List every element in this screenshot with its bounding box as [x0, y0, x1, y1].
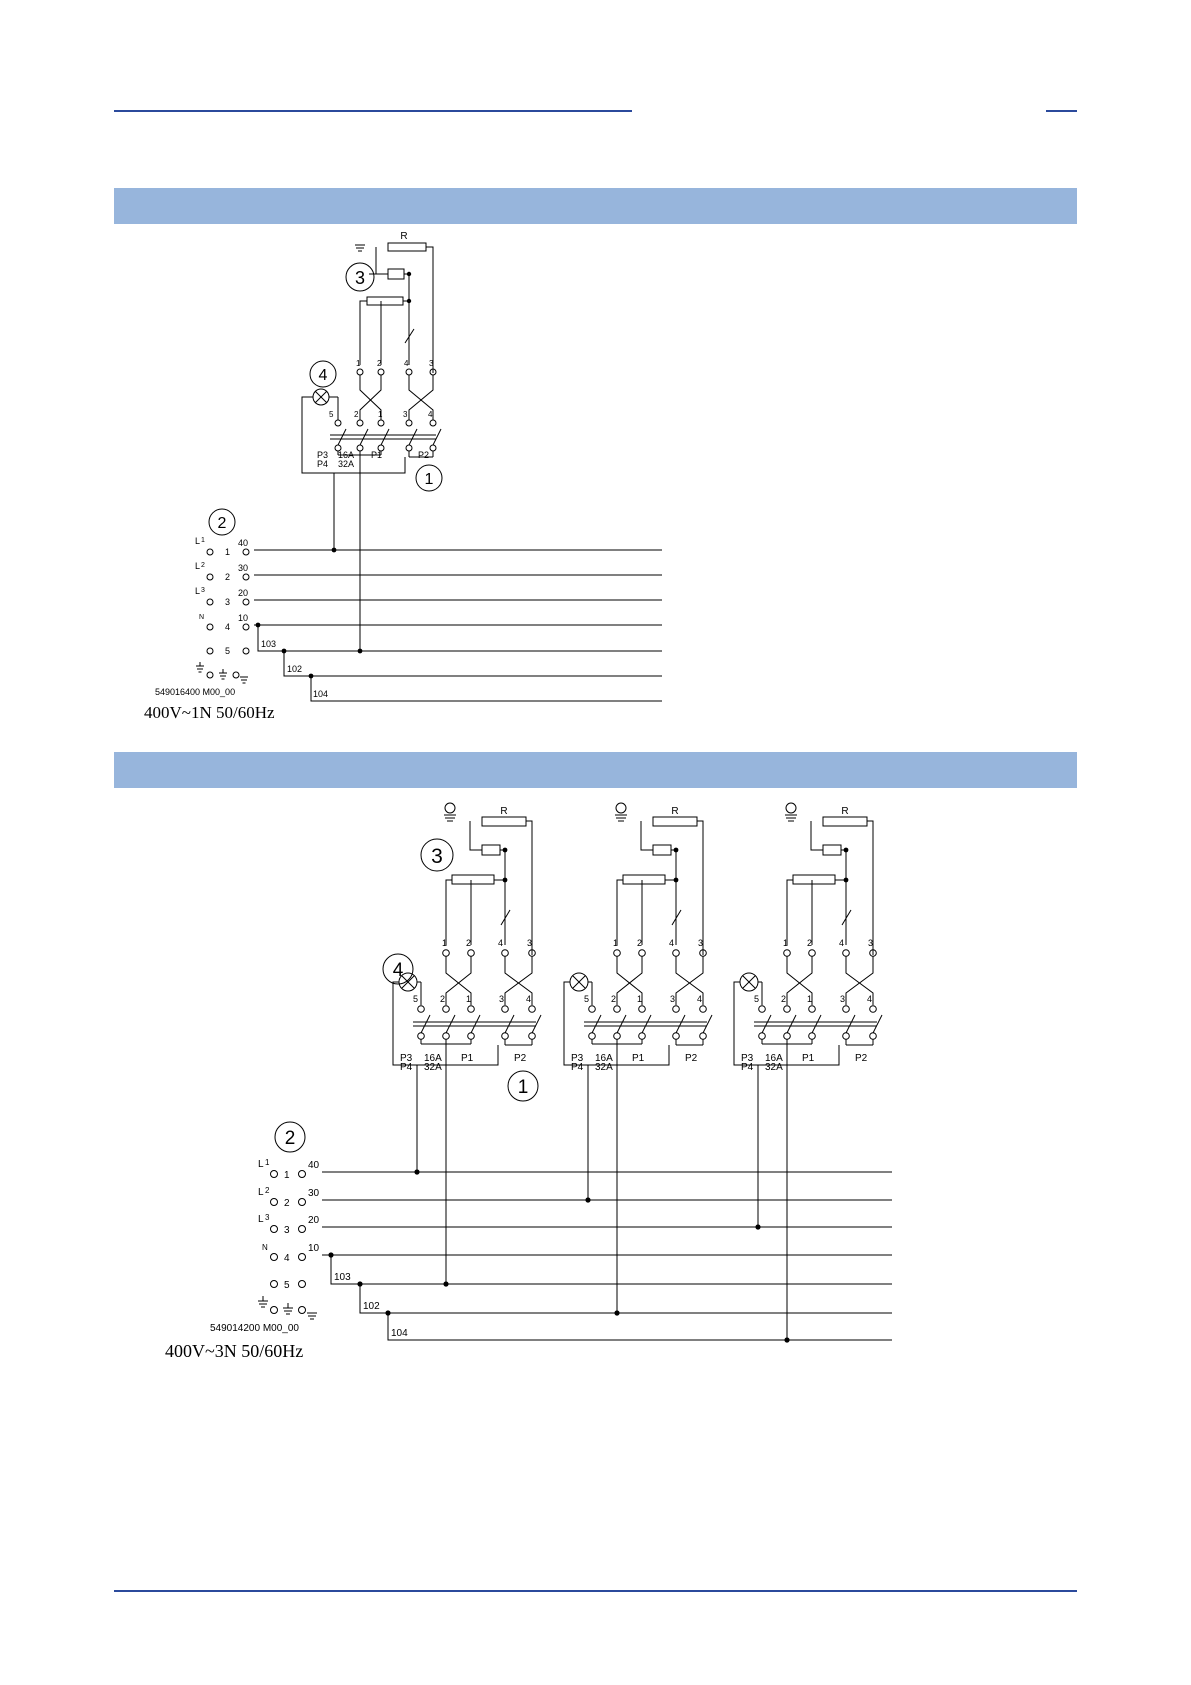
terminal-label: 1 [637, 994, 643, 1004]
marker-3-label: 3 [354, 268, 366, 288]
phase-label: L [195, 536, 201, 546]
position-label-p4: P4 [571, 1062, 584, 1073]
position-label-p1: P1 [802, 1053, 815, 1064]
section-bar-2 [114, 752, 1077, 788]
bus-lines [254, 550, 662, 701]
bridge-label: 104 [313, 689, 329, 699]
terminal-label: 4 [526, 994, 532, 1004]
terminal-number: 3 [284, 1225, 290, 1236]
position-label-p3: P3 [571, 1053, 584, 1064]
position-label-p1: P1 [461, 1053, 474, 1064]
phase-sub: 3 [201, 587, 205, 594]
part-code: 549014200 M00_00 [210, 1323, 299, 1334]
supply-rating: 400V~1N 50/60Hz [144, 703, 275, 722]
phase-sub: 2 [201, 562, 205, 569]
bridge-label: 103 [334, 1272, 351, 1283]
terminal-label: 2 [354, 410, 359, 419]
marker-2-label: 2 [284, 1128, 296, 1149]
position-label-16a: 16A [424, 1053, 442, 1064]
neutral-label: N [199, 614, 205, 621]
terminal-number: 4 [284, 1253, 290, 1264]
terminal-label: 3 [670, 994, 676, 1004]
position-label-p2: P2 [418, 450, 430, 460]
footer-rule [114, 1590, 1077, 1592]
position-label-p1: P1 [632, 1053, 645, 1064]
terminal-label: 4 [867, 994, 873, 1004]
terminal-label: 2 [440, 994, 446, 1004]
junction-dots [328, 1169, 789, 1342]
terminal-number: 1 [225, 547, 231, 557]
bridge-label: 103 [261, 639, 277, 649]
marker-4-label: 4 [392, 960, 404, 981]
wire-number: 30 [308, 1188, 320, 1199]
position-label-p2: P2 [855, 1053, 868, 1064]
earth-terminal-icon [258, 1296, 317, 1319]
earth-icon [355, 245, 365, 251]
terminal-label: 1 [356, 359, 361, 368]
terminal-label: 2 [807, 938, 813, 948]
header-rule-right [1046, 110, 1077, 112]
terminal-label: 3 [868, 938, 874, 948]
terminal-number: 3 [225, 597, 231, 607]
terminal-label: 1 [378, 410, 383, 419]
wire-number: 40 [238, 538, 249, 548]
terminal-number: 2 [284, 1198, 290, 1209]
resistor-label: R [400, 231, 408, 242]
wire-number: 30 [238, 563, 249, 573]
unit-feed-lines [417, 1044, 787, 1340]
terminal-number: 5 [225, 646, 231, 656]
switch-terminals [357, 369, 436, 420]
terminal-number: 5 [284, 1280, 290, 1291]
terminal-label: 1 [613, 938, 619, 948]
terminal-label: 2 [611, 994, 617, 1004]
resistor-label: R [671, 806, 679, 817]
position-label-p3: P3 [317, 450, 329, 460]
bridge-label: 102 [287, 664, 303, 674]
phase-sub: 3 [265, 1213, 270, 1222]
earth-terminal-icon [196, 662, 248, 683]
wire-number: 10 [238, 613, 249, 623]
heating-unit-1 [393, 803, 541, 1065]
terminal-label: 4 [839, 938, 845, 948]
terminal-number: 4 [225, 622, 231, 632]
position-label-32a: 32A [765, 1062, 783, 1073]
section-bar-1 [114, 188, 1077, 224]
wire-number: 20 [308, 1215, 320, 1226]
phase-sub: 2 [265, 1186, 270, 1195]
terminal-number: 2 [225, 572, 231, 582]
control-group [360, 243, 433, 373]
terminal-number: 1 [284, 1170, 290, 1181]
marker-1-label: 1 [517, 1077, 529, 1098]
header-rule-left [114, 110, 632, 112]
position-label-16a: 16A [338, 450, 355, 460]
terminal-label: 2 [637, 938, 643, 948]
phase-label: L [258, 1187, 264, 1198]
terminal-label: 4 [404, 359, 409, 368]
terminal-label: 5 [584, 994, 590, 1004]
position-label-16a: 16A [595, 1053, 613, 1064]
position-label-p4: P4 [741, 1062, 754, 1073]
phase-label: L [195, 561, 201, 571]
terminal-label: 1 [466, 994, 472, 1004]
phase-sub: 1 [265, 1158, 270, 1167]
marker-3-label: 3 [431, 845, 443, 868]
terminal-label: 5 [329, 410, 334, 419]
phase-label: L [258, 1159, 264, 1170]
phase-sub: 1 [201, 537, 205, 544]
terminal-label: 3 [403, 410, 408, 419]
terminal-label: 3 [499, 994, 505, 1004]
position-label-p3: P3 [741, 1053, 754, 1064]
marker-1-label: 1 [424, 471, 434, 488]
terminal-label: 2 [466, 938, 472, 948]
terminal-label: 3 [527, 938, 533, 948]
bridge-label: 104 [391, 1328, 408, 1339]
terminal-label: 2 [781, 994, 787, 1004]
supply-rating: 400V~3N 50/60Hz [165, 1341, 304, 1361]
terminal-block-circles [271, 1171, 306, 1314]
bus-lines [322, 1172, 892, 1340]
marker-2-label: 2 [217, 515, 227, 532]
terminal-label: 5 [754, 994, 760, 1004]
position-label-p3: P3 [400, 1053, 413, 1064]
terminal-label: 3 [698, 938, 704, 948]
wire-number: 20 [238, 588, 249, 598]
heating-unit-2 [564, 803, 712, 1065]
position-label-p4: P4 [400, 1062, 413, 1073]
terminal-label: 1 [807, 994, 813, 1004]
resistor-label: R [500, 806, 508, 817]
terminal-label: 3 [840, 994, 846, 1004]
terminal-label: 2 [377, 359, 382, 368]
terminal-label: 4 [428, 410, 433, 419]
position-label-p4: P4 [317, 459, 329, 469]
marker-4-label: 4 [318, 367, 328, 384]
terminal-label: 5 [413, 994, 419, 1004]
position-label-32a: 32A [424, 1062, 442, 1073]
wire-number: 10 [308, 1243, 320, 1254]
wiring-diagram-three-phase [0, 795, 1191, 1365]
resistor-label: R [841, 806, 849, 817]
bridge-label: 102 [363, 1301, 380, 1312]
position-label-p2: P2 [685, 1053, 698, 1064]
part-code: 549016400 M00_00 [155, 687, 236, 697]
junction-dots [256, 272, 412, 679]
terminal-label: 4 [498, 938, 504, 948]
position-label-p1: P1 [371, 450, 383, 460]
position-label-32a: 32A [338, 459, 355, 469]
terminal-label: 1 [783, 938, 789, 948]
phase-label: L [258, 1214, 264, 1225]
position-label-16a: 16A [765, 1053, 783, 1064]
wiring-diagram-single-phase [0, 225, 1191, 735]
neutral-label: N [262, 1243, 268, 1252]
phase-label: L [195, 586, 201, 596]
heating-unit-3 [734, 803, 882, 1065]
terminal-label: 1 [442, 938, 448, 948]
terminal-label: 4 [669, 938, 675, 948]
wire-number: 40 [308, 1160, 320, 1171]
position-label-p2: P2 [514, 1053, 527, 1064]
position-label-32a: 32A [595, 1062, 613, 1073]
terminal-label: 4 [697, 994, 703, 1004]
terminal-label: 3 [429, 359, 434, 368]
